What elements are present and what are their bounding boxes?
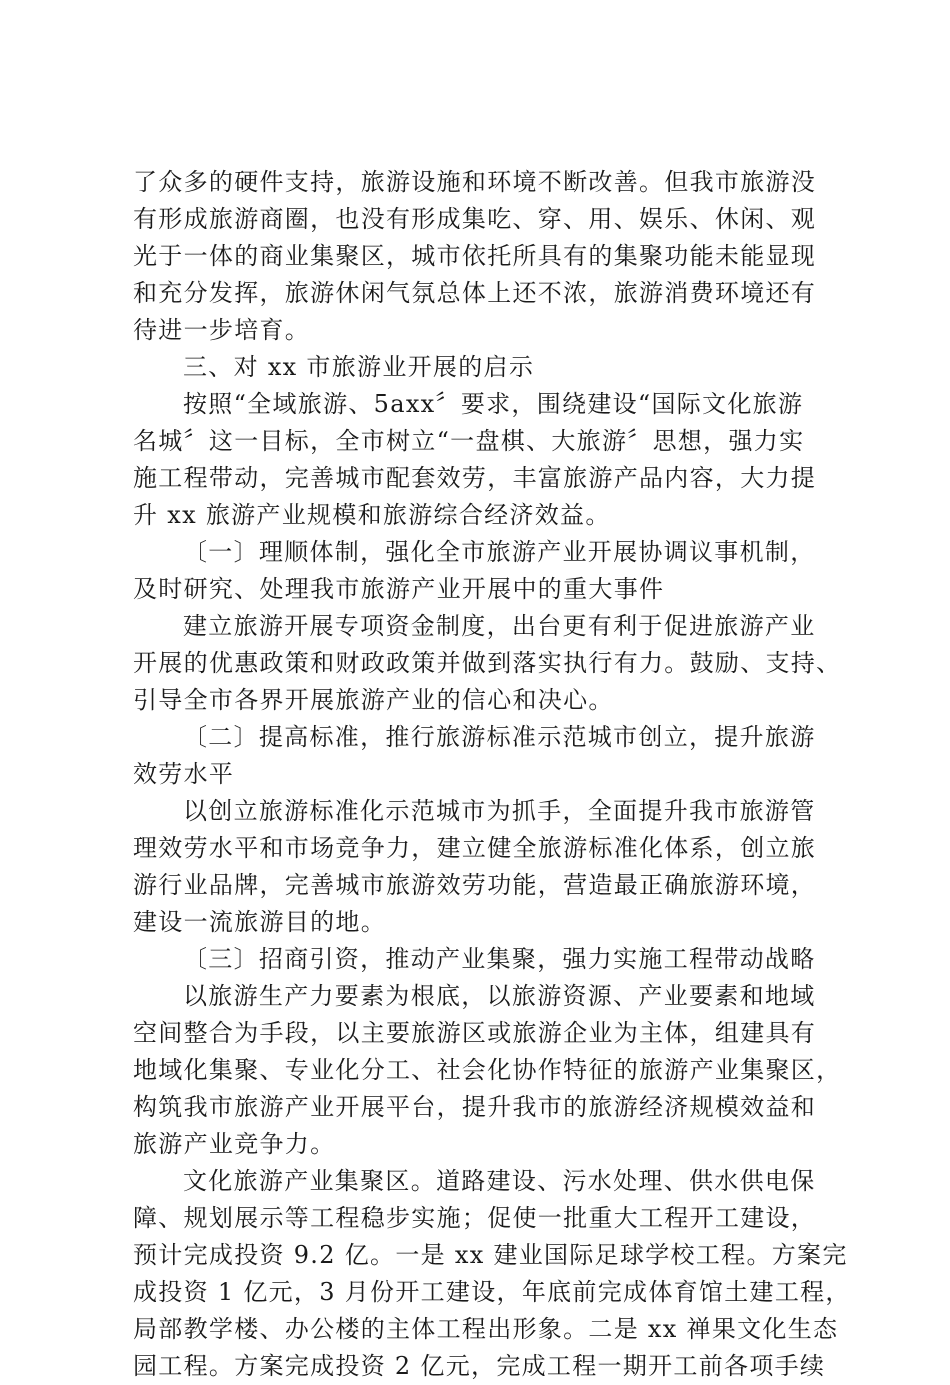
text-line: 局部教学楼、办公楼的主体工程出形象。二是 xx 禅果文化生态 bbox=[133, 1315, 839, 1343]
text-line: 园工程。方案完成投资 2 亿元，完成工程一期开工前各项手续 bbox=[133, 1352, 826, 1380]
text-line: 引导全市各界开展旅游产业的信心和决心。 bbox=[133, 686, 614, 714]
text-line: 旅游产业竞争力。 bbox=[133, 1130, 336, 1158]
text-line: 〔三〕招商引资，推动产业集聚，强力实施工程带动战略 bbox=[183, 945, 816, 973]
text-line: 文化旅游产业集聚区。道路建设、污水处理、供水供电保 bbox=[183, 1167, 816, 1195]
text-line: 地域化集聚、专业化分工、社会化协作特征的旅游产业集聚区， bbox=[133, 1056, 842, 1084]
text-line: 和充分发挥，旅游休闲气氛总体上还不浓，旅游消费环境还有 bbox=[133, 279, 817, 307]
text-line: 以创立旅游标准化示范城市为抓手，全面提升我市旅游管 bbox=[183, 797, 816, 825]
text-line: 空间整合为手段，以主要旅游区或旅游企业为主体，组建具有 bbox=[133, 1019, 817, 1047]
text-line: 障、规划展示等工程稳步实施；促使一批重大工程开工建设， bbox=[133, 1204, 817, 1232]
document-body bbox=[133, 164, 851, 1385]
text-line: 效劳水平 bbox=[133, 760, 235, 788]
text-line: 构筑我市旅游产业开展平台，提升我市的旅游经济规模效益和 bbox=[133, 1093, 817, 1121]
text-line: 以旅游生产力要素为根底，以旅游资源、产业要素和地域 bbox=[183, 982, 816, 1010]
text-line: 及时研究、处理我市旅游产业开展中的重大事件 bbox=[133, 575, 665, 603]
text-line: 施工程带动，完善城市配套效劳，丰富旅游产品内容，大力提 bbox=[133, 464, 817, 492]
text-line: 有形成旅游商圈，也没有形成集吃、穿、用、娱乐、休闲、观 bbox=[133, 205, 817, 233]
text-line: 〔一〕理顺体制，强化全市旅游产业开展协调议事机制， bbox=[183, 538, 816, 566]
text-line: 预计完成投资 9.2 亿。一是 xx 建业国际足球学校工程。方案完 bbox=[133, 1241, 848, 1269]
text-line: 理效劳水平和市场竞争力，建立健全旅游标准化体系，创立旅 bbox=[133, 834, 817, 862]
text-line: 开展的优惠政策和财政政策并做到落实执行有力。鼓励、支持、 bbox=[133, 649, 842, 677]
text-line: 按照“全域旅游、5axx〞要求，围绕建设“国际文化旅游 bbox=[183, 390, 804, 418]
text-line: 〔二〕提高标准，推行旅游标准示范城市创立，提升旅游 bbox=[183, 723, 816, 751]
text-line: 光于一体的商业集聚区，城市依托所具有的集聚功能未能显现 bbox=[133, 242, 817, 270]
text-line: 了众多的硬件支持，旅游设施和环境不断改善。但我市旅游没 bbox=[133, 168, 817, 196]
text-line: 建立旅游开展专项资金制度，出台更有利于促进旅游产业 bbox=[183, 612, 816, 640]
text-line: 游行业品牌，完善城市旅游效劳功能，营造最正确旅游环境， bbox=[133, 871, 817, 899]
text-line: 成投资 1 亿元，3 月份开工建设，年底前完成体育馆土建工程， bbox=[133, 1278, 851, 1306]
text-line: 升 xx 旅游产业规模和旅游综合经济效益。 bbox=[133, 501, 611, 529]
text-line: 名城〞这一目标，全市树立“一盘棋、大旅游〞思想，强力实 bbox=[133, 427, 805, 455]
text-line: 建设一流旅游目的地。 bbox=[133, 908, 386, 936]
text-line: 待进一步培育。 bbox=[133, 316, 311, 344]
text-line: 三、对 xx 市旅游业开展的启示 bbox=[183, 353, 535, 381]
